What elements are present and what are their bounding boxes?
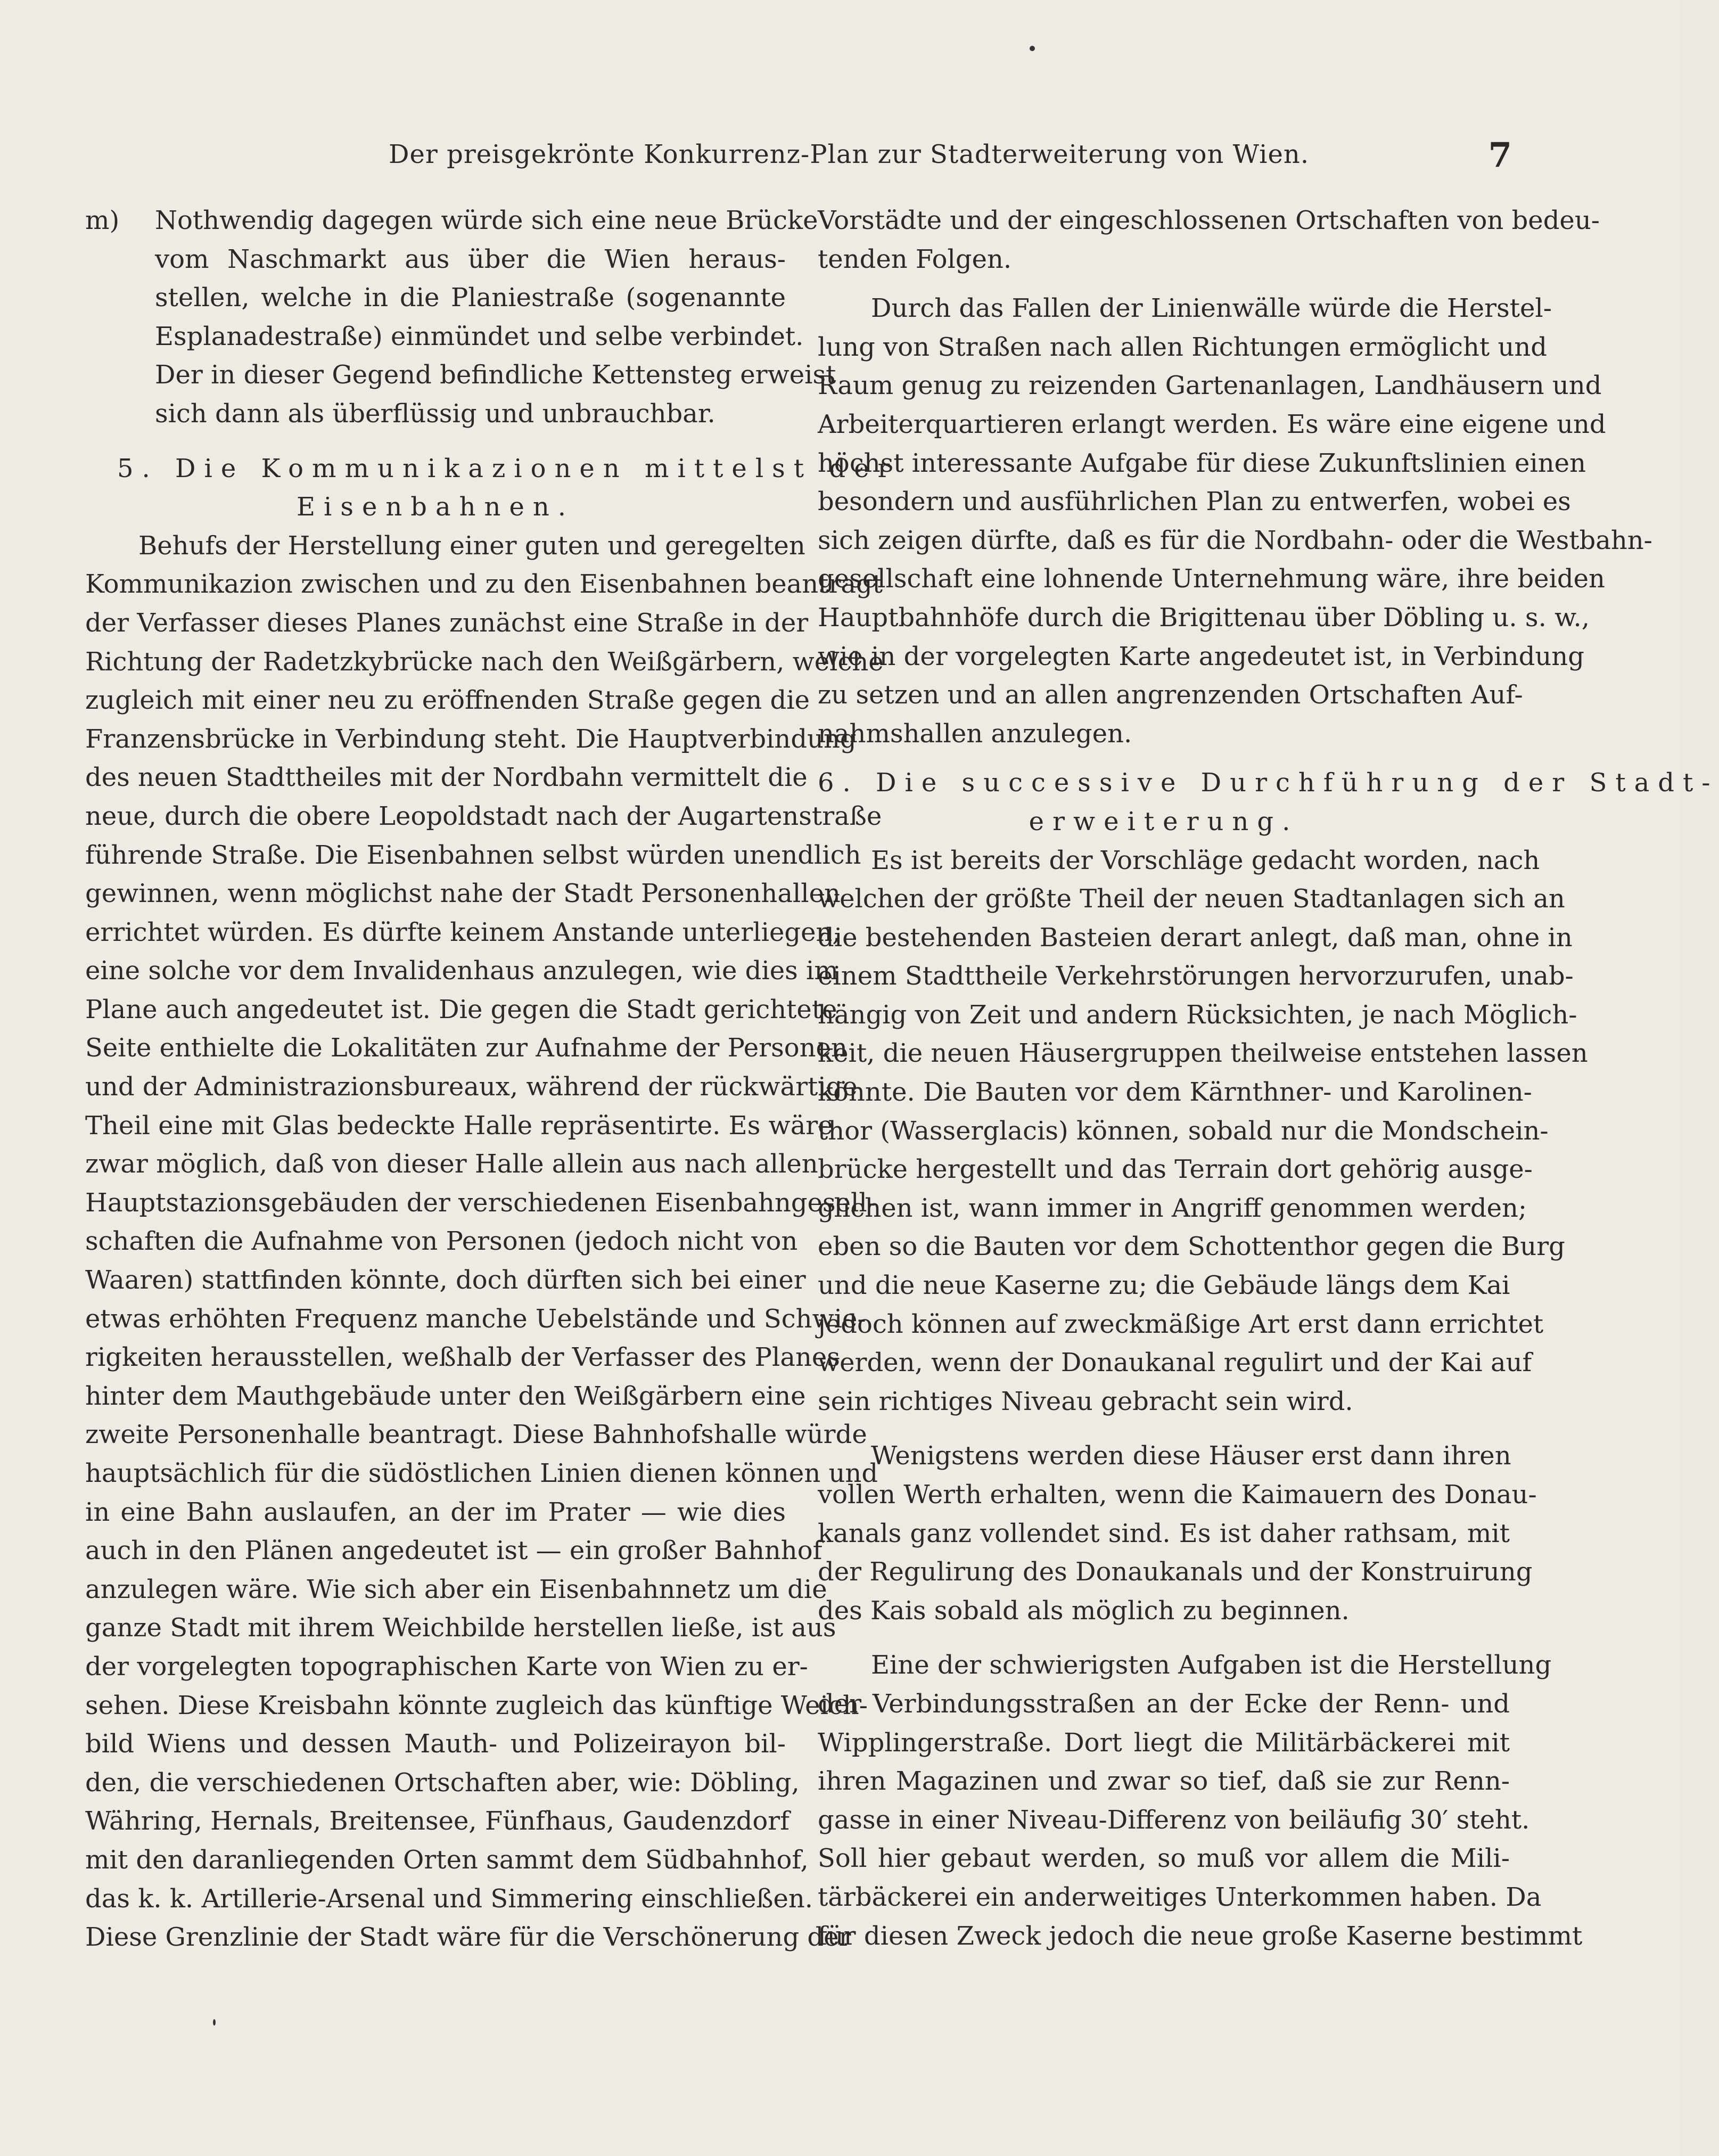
text-line: tenden Folgen. (818, 244, 1012, 274)
text-line: zweite Personenhalle beantragt. Diese Bahnhofshalle würde (85, 1420, 867, 1450)
paragraph (818, 289, 1652, 753)
paragraph (818, 201, 1600, 278)
text-line: vollen Werth erhalten, wenn die Kaimauern des Donau- (818, 1480, 1537, 1510)
running-title: Der preisgekrönte Konkurrenz-Plan zur Stadterweiterung von Wien. (389, 140, 1310, 169)
text-line: auch in den Plänen angedeutet ist — ein großer Bahnhof (85, 1536, 823, 1566)
text-line: Franzensbrücke in Verbindung steht. Die Hauptverbindung (85, 724, 857, 754)
text-line: eben so die Bauten vor dem Schottenthor gegen die Burg (818, 1232, 1565, 1262)
list-item-m (85, 201, 836, 433)
text-line: ihren Magazinen und zwar so tief, daß sie zur Renn- (818, 1766, 1510, 1797)
text-line: keit, die neuen Häusergruppen theilweise entstehen lassen (818, 1038, 1588, 1069)
text-line: der Regulirung des Donaukanals und der Konstruirung (818, 1557, 1533, 1587)
text-line: zu setzen und an allen angrenzenden Ortschaften Auf- (818, 680, 1523, 710)
ink-speck (1030, 46, 1035, 51)
text-line: mit den daranliegenden Orten sammt dem Südbahnhof, (85, 1845, 809, 1875)
text-line: einem Stadttheile Verkehrstörungen hervorzurufen, unab- (818, 961, 1574, 991)
text-line: stellen, welche in die Planiestraße (sogenannte (155, 283, 786, 313)
page-header (85, 135, 1512, 182)
text-line: führende Straße. Die Eisenbahnen selbst würden unendlich (85, 840, 861, 870)
text-line: neue, durch die obere Leopoldstadt nach der Augartenstraße (85, 801, 882, 831)
text-line: errichtet würden. Es dürfte keinem Anstande unterliegen, (85, 917, 841, 947)
text-line: Kommunikazion zwischen und zu den Eisenbahnen beantragt (85, 569, 883, 600)
section-heading-line: 6. Die successive Durchführung der Stadt- (818, 768, 1719, 798)
text-line: Hauptstazionsgebäuden der verschiedenen Eisenbahngesell- (85, 1187, 876, 1218)
ink-speck (213, 2019, 216, 2026)
text-line: besondern und ausführlichen Plan zu entwerfen, wobei es (818, 487, 1571, 517)
text-line: bild Wiens und dessen Mauth- und Polizeirayon bil- (85, 1729, 786, 1759)
text-line: Seite enthielte die Lokalitäten zur Aufnahme der Personen (85, 1033, 848, 1063)
section-heading (85, 449, 899, 527)
text-line: Behufs der Herstellung einer guten und geregelten (138, 530, 805, 561)
text-line: eine solche vor dem Invalidenhaus anzulegen, wie dies im (85, 956, 838, 986)
list-item-label: m) (85, 206, 120, 235)
text-line: Nothwendig dagegen würde sich eine neue Brücke (155, 206, 818, 235)
text-line: die bestehenden Basteien derart anlegt, daß man, ohne in (818, 922, 1573, 953)
text-line: Durch das Fallen der Linienwälle würde die Herstel- (871, 293, 1552, 324)
text-line: hinter dem Mauthgebäude unter den Weißgärbern eine (85, 1381, 806, 1411)
text-line: Hauptbahnhöfe durch die Brigittenau über Döbling u. s. w., (818, 602, 1590, 633)
text-line: der Verfasser dieses Planes zunächst eine Straße in der (85, 608, 809, 638)
text-line: Vorstädte und der eingeschlossenen Ortschaften von bedeu- (818, 206, 1600, 235)
text-line: thor (Wasserglacis) können, sobald nur die Mondschein- (818, 1116, 1549, 1146)
text-line: für diesen Zweck jedoch die neue große Kaserne bestimmt (818, 1921, 1583, 1951)
text-line: Raum genug zu reizenden Gartenanlagen, Landhäusern und (818, 371, 1602, 401)
text-line: kanals ganz vollendet sind. Es ist daher rathsam, mit (818, 1518, 1510, 1548)
section-heading-line: erweiterung. (1029, 806, 1299, 837)
text-line: hauptsächlich für die südöstlichen Linien dienen können und (85, 1458, 878, 1488)
text-line: hängig von Zeit und andern Rücksichten, je nach Möglich- (818, 999, 1577, 1030)
paragraph (818, 841, 1588, 1421)
text-line: Richtung der Radetzkybrücke nach den Weißgärbern, welche (85, 646, 884, 677)
paragraph (818, 1437, 1537, 1630)
text-line: Wenigstens werden diese Häuser erst dann ihren (871, 1441, 1511, 1471)
text-line: sich zeigen dürfte, daß es für die Nordbahn- oder die Westbahn- (818, 525, 1652, 555)
section-heading-line: Eisenbahnen. (296, 492, 575, 522)
text-line: der Verbindungsstraßen an der Ecke der Renn- und (818, 1688, 1510, 1719)
text-line: des Kais sobald als möglich zu beginnen. (818, 1595, 1350, 1626)
text-line: gewinnen, wenn möglichst nahe der Stadt Personenhallen (85, 879, 841, 909)
text-line: Waaren) stattfinden könnte, doch dürften sich bei einer (85, 1265, 806, 1296)
text-line: rigkeiten herausstellen, weßhalb der Verfasser des Planes (85, 1342, 840, 1373)
text-line: jedoch können auf zweckmäßige Art erst dann errichtet (818, 1309, 1544, 1339)
text-line: Arbeiterquartieren erlangt werden. Es wäre eine eigene und (818, 409, 1606, 439)
text-line: werden, wenn der Donaukanal regulirt und der Kai auf (818, 1348, 1532, 1378)
text-line: gesellschaft eine lohnende Unternehmung wäre, ihre beiden (818, 564, 1605, 594)
text-line: und die neue Kaserne zu; die Gebäude längs dem Kai (818, 1270, 1510, 1301)
text-line: Der in dieser Gegend befindliche Kettensteg erweist (155, 360, 836, 390)
right-column (818, 201, 1719, 1955)
text-line: schaften die Aufnahme von Personen (jedoch nicht von (85, 1226, 798, 1257)
section-heading (818, 764, 1719, 841)
text-line: Soll hier gebaut werden, so muß vor allem die Mili- (818, 1843, 1510, 1874)
text-line: etwas erhöhten Frequenz manche Uebelstände und Schwie- (85, 1304, 866, 1334)
text-line: welchen der größte Theil der neuen Stadtanlagen sich an (818, 884, 1565, 914)
text-line: der vorgelegten topographischen Karte von Wien zu er- (85, 1651, 808, 1682)
text-line: anzulegen wäre. Wie sich aber ein Eisenbahnnetz um die (85, 1574, 827, 1604)
text-line: sein richtiges Niveau gebracht sein wird. (818, 1386, 1353, 1416)
text-line: sehen. Diese Kreisbahn könnte zugleich das künftige Weich- (85, 1690, 868, 1720)
text-line: des neuen Stadttheiles mit der Nordbahn vermittelt die (85, 763, 808, 793)
text-line: zwar möglich, daß von dieser Halle allein aus nach allen (85, 1149, 818, 1179)
text-line: glichen ist, wann immer in Angriff genommen werden; (818, 1193, 1527, 1223)
page-number: 7 (1488, 135, 1512, 175)
text-line: lung von Straßen nach allen Richtungen ermöglicht und (818, 332, 1548, 362)
text-line: höchst interessante Aufgabe für diese Zukunftslinien einen (818, 448, 1586, 478)
text-line: könnte. Die Bauten vor dem Kärnthner- und Karolinen- (818, 1077, 1532, 1108)
text-line: nahmshallen anzulegen. (818, 718, 1132, 749)
text-line: brücke hergestellt und das Terrain dort gehörig ausge- (818, 1154, 1533, 1185)
text-line: gasse in einer Niveau-Differenz von beiläufig 30′ steht. (818, 1805, 1530, 1835)
text-line: Esplanadestraße) einmündet und selbe verbindet. (155, 321, 804, 351)
text-line: den, die verschiedenen Ortschaften aber, wie: Döbling, (85, 1767, 800, 1798)
text-line: Es ist bereits der Vorschläge gedacht worden, nach (871, 845, 1540, 875)
paragraph (818, 1646, 1583, 1955)
text-line: Wipplingerstraße. Dort liegt die Militärbäckerei mit (818, 1727, 1510, 1758)
text-line: Eine der schwierigsten Aufgaben ist die Herstellung (871, 1650, 1552, 1680)
text-line: vom Naschmarkt aus über die Wien heraus- (155, 244, 786, 274)
text-line: in eine Bahn auslaufen, an der im Prater — wie dies (85, 1497, 786, 1527)
section-heading-line: 5. Die Kommunikazionen mittelst der (117, 453, 899, 483)
text-line: das k. k. Artillerie-Arsenal und Simmering einschließen. (85, 1883, 813, 1914)
text-line: tärbäckerei ein anderweitiges Unterkommen haben. Da (818, 1882, 1542, 1912)
text-line: Theil eine mit Glas bedeckte Halle repräsentirte. Es wäre (85, 1110, 833, 1141)
text-line: wie in der vorgelegten Karte angedeutet ist, in Verbindung (818, 641, 1584, 671)
text-line: ganze Stadt mit ihrem Weichbilde herstellen ließe, ist aus (85, 1613, 836, 1643)
text-line: Plane auch angedeutet ist. Die gegen die Stadt gerichtete (85, 994, 837, 1024)
paragraph (85, 527, 884, 1957)
text-line: und der Administrazionsbureaux, während der rückwärtige (85, 1072, 858, 1102)
text-line: Diese Grenzlinie der Stadt wäre für die Verschönerung der (85, 1922, 851, 1953)
text-line: zugleich mit einer neu zu eröffnenden Straße gegen die (85, 685, 810, 716)
text-line: Währing, Hernals, Breitensee, Fünfhaus, Gaudenzdorf (85, 1806, 789, 1837)
text-line: sich dann als überflüssig und unbrauchbar. (155, 398, 715, 429)
left-column (85, 201, 899, 1957)
